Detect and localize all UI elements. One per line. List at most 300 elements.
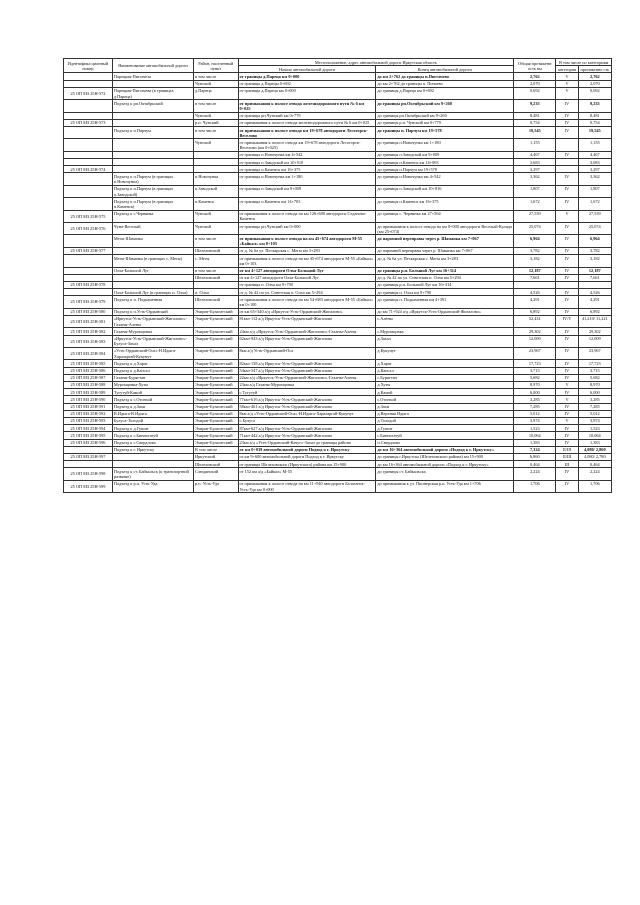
cell-id: 25 ОП МЗ 25Н-595: [64, 432, 113, 439]
table-row: [64, 223, 612, 235]
cell-end: д.Камой: [376, 389, 514, 396]
cell-id: 25 ОП МЗ 25Н-575: [64, 210, 113, 222]
cell-road-name: [112, 159, 193, 166]
cell-category: IV: [556, 274, 578, 281]
cell-end: с.Отонхой: [376, 396, 514, 403]
cell-end: п.Свердлово: [376, 439, 514, 446]
cell-category: II/III: [556, 446, 578, 453]
cell-end: до границы п.Заводской км 10+816: [376, 185, 514, 197]
cell-category: [556, 139, 578, 151]
table-row: [64, 446, 612, 453]
cell-category: IV: [556, 235, 578, 247]
cell-road-name: Подъезд к д.Захи: [112, 403, 193, 410]
cell-end: с.Муромцовка: [376, 328, 514, 335]
cell-category-length: 12,009: [578, 335, 611, 347]
cell-district: [194, 151, 238, 158]
cell-start: 71км+442 а/д Иркутск-Усть-Ордынский-Жигалово: [238, 432, 376, 439]
cell-length: 1,523: [514, 425, 556, 432]
cell-category-length: 0,464: [578, 461, 611, 468]
cell-end: д.Харат: [376, 360, 514, 367]
cell-start: 24км а/д «Иркутск-Усть-Ордынский-Жигалово»-Гаханы-Алены: [238, 328, 376, 335]
cell-start: 82км+138 а/д Иркутск-Усть-Ордынский-Жигалово: [238, 360, 376, 367]
cell-category: IV: [556, 267, 578, 274]
table-row: [64, 374, 612, 381]
cell-end: до границы п. Олха км 9+790: [376, 289, 514, 296]
cell-category-length: 0,754: [578, 119, 611, 126]
table-row: [64, 315, 612, 327]
cell-start: от границы п.Каменск км 14+703: [238, 198, 376, 210]
cell-road-name: [112, 274, 193, 281]
cell-length: 8,481: [514, 112, 556, 119]
cell-category: IV: [556, 328, 578, 335]
table-row: [64, 328, 612, 335]
cell-district: Эхирит-Булагатский: [194, 425, 238, 432]
cell-category-length: 23,967: [578, 347, 611, 359]
cell-category-length: 8,970: [578, 381, 611, 388]
cell-category-length: 5,012: [578, 410, 611, 417]
cell-category-length: 7,661: [578, 274, 611, 281]
cell-category-length: 3,297: [578, 166, 611, 173]
cell-category-length: 27,539: [578, 210, 611, 222]
cell-category: IV: [556, 100, 578, 112]
cell-start: 22км а/д «Иркутск-Усть-Ордынский-Жигалово»-Гаханы-Алены: [238, 374, 376, 381]
cell-district: Шелеховский: [194, 296, 238, 308]
cell-end: д.Хуты: [376, 381, 514, 388]
table-row: [64, 139, 612, 151]
cell-start: 58км+461 а/д Иркутск-Усть-Ордынский-Жигалово: [238, 403, 376, 410]
cell-road-name: Муромцовка-Хуты: [112, 381, 193, 388]
cell-end: до границы р.п. Большой Луг км 16+314: [376, 267, 514, 274]
cell-start: 54км+547 а/д Иркутск-Усть-Ордынский-Жигалово: [238, 367, 376, 374]
table-row: [64, 159, 612, 166]
cell-start: 8км а/д Усть-Ордынский-Оса: [238, 347, 376, 359]
cell-length: 7,324: [514, 446, 556, 453]
cell-start: от примыкания к полосе отвода на км 126+600 автодороги Седаново-Каменск: [238, 210, 376, 222]
cell-road-name: Тугутуй-Камой: [112, 389, 193, 396]
cell-district: р.п. Чунский: [194, 119, 238, 126]
cell-road-name: Подъезд к д.Капсал: [112, 367, 193, 374]
cell-end: до км 71+924 а/д «Иркутск-Усть-Ордынский-Жигалово»: [376, 308, 514, 315]
cell-category-length: 29,302: [578, 328, 611, 335]
header-end: Конец автомобильной дороги: [376, 66, 514, 73]
cell-district: Эхирит-Булагатский: [194, 439, 238, 446]
cell-end: до паромной переправы через р. Шаманка км 7+067: [376, 235, 514, 247]
table-row: [64, 480, 612, 492]
cell-end: до границы п.Каменск км 16+375: [376, 198, 514, 210]
cell-road-name: [112, 119, 193, 126]
cell-id: 25 ОП МЗ 25Н-598: [64, 468, 113, 480]
cell-district: в том числе: [194, 267, 238, 274]
table-row: [64, 417, 612, 424]
cell-start: от км 0+039 автомобильной дороги Подход к г. Иркутску: [238, 446, 376, 453]
cell-category: IV: [556, 247, 578, 254]
cell-road-name: [112, 139, 193, 151]
cell-id: 25 ОП МЗ 25Н-594: [64, 425, 113, 432]
cell-category: IV: [556, 198, 578, 210]
table-row: [64, 308, 612, 315]
cell-road-name: Мегы-Шаманка (в границах с. Мегы): [112, 255, 193, 267]
header-category: категория: [556, 66, 578, 73]
table-row: [64, 198, 612, 210]
cell-category: IV: [556, 439, 578, 446]
header-id: Идентифика ционный номер: [64, 59, 113, 73]
cell-category-length: 4,080/ 2,860: [578, 446, 611, 453]
cell-road-name: Булуса-Толодой: [112, 417, 193, 424]
cell-start: от границы д.Пареца км 0+000: [238, 73, 376, 80]
cell-district: Чунский: [194, 112, 238, 119]
cell-length: 1,155: [514, 139, 556, 151]
cell-length: 27,539: [514, 210, 556, 222]
cell-length: 6,964: [514, 235, 556, 247]
cell-category-length: 2,762: [578, 73, 611, 80]
cell-start: от примыкания к полосе отвода км 19+678 автодороги Лесогорск-Веселово: [238, 127, 376, 139]
cell-length: 7,661: [514, 274, 556, 281]
cell-end: до границы п. Парчум км 19+578: [376, 127, 514, 139]
cell-end: до км 2+762 до границы п. Пичаево: [376, 80, 514, 87]
cell-district: Эхирит-Булагатский: [194, 396, 238, 403]
cell-length: 3,362: [514, 173, 556, 185]
cell-id: 25 ОП МЗ 25Н-573: [64, 119, 113, 126]
cell-road-name: Подъезд к с.Червянка: [112, 210, 193, 222]
cell-end: до границы п.Новочунка км 1+180: [376, 139, 514, 151]
cell-road-name: Подъезд к п.Парчум: [112, 127, 193, 139]
cell-district: Шелеховский: [194, 247, 238, 254]
cell-district: п.Каменск: [194, 198, 238, 210]
table-row: [64, 296, 612, 308]
cell-length: 6,892: [514, 308, 556, 315]
cell-road-name: Подъезд к с.Бинногатуй: [112, 432, 193, 439]
cell-id: [64, 173, 113, 185]
cell-category: V: [556, 80, 578, 87]
cell-category: IV: [556, 151, 578, 158]
cell-road-name: В.Идыга-В.Идыга: [112, 410, 193, 417]
cell-length: 3,182: [514, 255, 556, 267]
cell-end: д.Верхняя Идыга: [376, 410, 514, 417]
cell-id: [64, 73, 113, 80]
table-row: [64, 127, 612, 139]
cell-start: от примыкания к полосе отвода на км 11+940 автодороги Балаганск-Усть-Уда км 0+000: [238, 480, 376, 492]
cell-start: 23км а/д «Усть-Ордынский-Качуг»-Захал до границы района: [238, 439, 376, 446]
cell-end: до границы п.Парчум км 19+578: [376, 166, 514, 173]
cell-category-length: 12,187: [578, 267, 611, 274]
cell-district: р.п. Усть-Уда: [194, 480, 238, 492]
table-row: [64, 267, 612, 274]
cell-district: в том числе: [194, 73, 238, 80]
cell-road-name: Подъезд к п. Подкаменная: [112, 296, 193, 308]
cell-end: с.Алены: [376, 315, 514, 327]
cell-length: 17,723: [514, 360, 556, 367]
cell-id: 25 ОП МЗ 25Н-586: [64, 367, 113, 374]
table-row: [64, 255, 612, 267]
cell-length: 29,302: [514, 328, 556, 335]
cell-road-name: [112, 461, 193, 468]
cell-id: 25 ОП МЗ 25Н-585: [64, 360, 113, 367]
cell-id: 25 ОП МЗ 25Н-579: [64, 296, 113, 308]
cell-category: IV: [556, 308, 578, 315]
cell-category-length: 6,964: [578, 235, 611, 247]
cell-start: 8км а/д «Усть-Ордынский-Оса»-Н.Идыга-Харазаргай-Кукунут: [238, 410, 376, 417]
table-row: [64, 432, 612, 439]
cell-end: до км 2+762 до границы п.Пиггачево: [376, 73, 514, 80]
cell-category-length: [578, 281, 611, 288]
cell-category: IV: [556, 360, 578, 367]
table-row: [64, 80, 612, 87]
cell-id: 25 ОП МЗ 25Н-590: [64, 396, 113, 403]
cell-category: V: [556, 417, 578, 424]
cell-id: [64, 185, 113, 197]
table-row: [64, 210, 612, 222]
cell-district: Эхирит-Булагатский: [194, 308, 238, 315]
cell-id: 25 ОП МЗ 25Н-591: [64, 403, 113, 410]
table-row: [64, 151, 612, 158]
cell-start: с.Тугутуй: [238, 389, 376, 396]
table-row: [64, 381, 612, 388]
cell-length: 0,754: [514, 119, 556, 126]
cell-district: в том числе: [194, 100, 238, 112]
cell-category: IV: [556, 432, 578, 439]
cell-road-name: [112, 281, 193, 288]
cell-category-length: 3,362: [578, 173, 611, 185]
cell-road-name: Подъезд к д.Гушит: [112, 425, 193, 432]
cell-id: [64, 274, 113, 281]
cell-length: 4,467: [514, 151, 556, 158]
cell-category-length: 4,080/ 2,780: [578, 453, 611, 460]
cell-id: 25 ОП МЗ 25Н-572: [64, 87, 113, 99]
cell-district: с. Мегы: [194, 255, 238, 267]
cell-length: 6,860: [514, 453, 556, 460]
cell-category-length: 3,683: [578, 159, 611, 166]
cell-category-length: 7,285: [578, 403, 611, 410]
cell-district: Эхирит-Булагатский: [194, 315, 238, 327]
cell-end: до примыкания к полосе отвода на км 0+000 автодороги Веселый-Кулида (км 25+074): [377, 223, 512, 234]
cell-road-name: [112, 80, 193, 87]
cell-length: 12,187: [514, 267, 556, 274]
table-row: [64, 335, 612, 347]
cell-end: до границы п.Каменск км 14+003: [376, 159, 514, 166]
cell-road-name: [112, 247, 193, 254]
header-category-group: В том числе по категориям: [556, 59, 612, 66]
cell-end: д.Кукунут: [376, 347, 514, 359]
cell-length: 5,012: [514, 410, 556, 417]
cell-length: 12,009: [514, 335, 556, 347]
cell-road-name: «Усть-Ордынский-Оса»-Н.Идыга-Харазаргай-Кукунут: [112, 347, 193, 359]
table-row: [64, 166, 612, 173]
cell-category-length: 6,892: [578, 308, 611, 315]
cell-category-length: 10,064: [578, 432, 611, 439]
cell-road-name: Олха-Большой Луг (в границах п. Олха): [112, 289, 193, 296]
table-row: [64, 73, 612, 80]
cell-category-length: 8,481: [578, 112, 611, 119]
cell-road-name: Подъезд к п.Парчум (в границах п.Заводской): [112, 185, 193, 197]
cell-end: до границы рп.Октябрьский км 9+260: [376, 100, 514, 112]
cell-start: от примыкания к полосе отвода на км 54+683 автодороги М-55 «Байкал» км 0+100: [238, 296, 376, 308]
cell-start: с.Булуса: [238, 417, 376, 424]
cell-id: 25 ОП МЗ 25Н-580: [64, 308, 113, 315]
cell-district: Иркутский: [194, 453, 238, 460]
cell-category-length: 1,672: [578, 198, 611, 210]
cell-id: [64, 289, 113, 296]
cell-category-length: 1,523: [578, 425, 611, 432]
table-row: [64, 360, 612, 367]
cell-start: 62км+943 а/д Иркутск-Усть-Ордынский-Жигалово: [238, 335, 376, 347]
cell-district: в том числе: [194, 127, 238, 139]
cell-category-length: 2,224: [578, 468, 611, 480]
cell-start: от д. № 6а ул. Пескарская с. Мегы км 3+283: [238, 247, 376, 254]
cell-length: 23,967: [514, 347, 556, 359]
cell-length: 3,974: [514, 417, 556, 424]
header-district: Район, населенный пункт: [194, 59, 238, 73]
cell-road-name: Подъезд к п.Парчум (в границах п.Новочунка): [112, 173, 193, 185]
cell-id: 25 ОП МЗ 25Н-597: [64, 453, 113, 460]
cell-district: Эхирит-Булагатский: [194, 367, 238, 374]
road-register-table: [63, 58, 612, 493]
cell-id: 25 ОП МЗ 25Н-578: [64, 281, 113, 288]
cell-category: [556, 281, 578, 288]
cell-district: [194, 159, 238, 166]
cell-id: 25 ОП МЗ 25Н-599: [64, 480, 113, 492]
cell-end: до примыкания к ул. Пионерская р.п. Усть-Уда км 1+706: [376, 480, 514, 492]
cell-road-name: «Иркутск-Усть-Ордынский-Жигалово»-Гаханы-Алены: [112, 315, 193, 327]
cell-district: Эхирит-Булагатский: [194, 410, 238, 417]
cell-start: от примыкания к полосе отвода на км 45+674 автодороги М-55 «Байкал» км 0+103: [238, 255, 376, 267]
cell-id: [64, 461, 113, 468]
table-row: [64, 185, 612, 197]
cell-road-name: [112, 453, 193, 460]
cell-id: [64, 112, 113, 119]
cell-category: IV: [556, 410, 578, 417]
cell-category-length: 41,210/ 11,221: [578, 315, 611, 327]
cell-end: до границы д.Пареца км 0+692: [376, 87, 514, 99]
cell-district: Эхирит-Булагатский: [194, 389, 238, 396]
cell-start: от примыкания к полосе отвода железнодорожного пути № 6 км 0+025: [238, 119, 376, 126]
cell-start: 87км+627 а/д Иркутск-Усть-Ордынский-Жигалово: [238, 425, 376, 432]
cell-start: от границы д.Парецы 0+692: [238, 80, 376, 87]
cell-start: от км 9+600 автомобильной дороги Подход к г. Иркутску: [238, 453, 376, 460]
cell-road-name: Подъезд к д.Харат: [112, 360, 193, 367]
cell-end: до паромной переправы через р. Шаманка км 7+067: [376, 247, 514, 254]
cell-category-length: 3,285: [578, 396, 611, 403]
cell-start: от примыкания к полосе отвода железнодорожного пути № 6 км 0+025: [238, 100, 376, 112]
cell-category: [556, 166, 578, 173]
cell-end: до км 16+364 автомобильной дороги «Подход к г. Иркутску»: [376, 446, 514, 453]
cell-district: Эхирит-Булагатский: [194, 360, 238, 367]
cell-end: д.Толодой: [376, 417, 514, 424]
cell-category: V: [556, 381, 578, 388]
header-location: Местоположение, адрес автомобильной дороги Иркутская область: [238, 59, 514, 66]
cell-start: 77км+616 а/д Иркутск-Усть-Ордынский-Жигалово: [238, 396, 376, 403]
cell-start: от границы п.Заводской км 9+009: [238, 185, 376, 197]
cell-length: 6,000: [514, 389, 556, 396]
cell-length: 8,970: [514, 381, 556, 388]
cell-district: В том числе: [194, 446, 238, 453]
cell-length: 3,715: [514, 367, 556, 374]
cell-category: IV: [556, 119, 578, 126]
cell-category: V: [556, 210, 578, 222]
cell-end: с.Бинногатуй: [376, 432, 514, 439]
cell-category: IV: [556, 403, 578, 410]
cell-district: в том числе: [194, 235, 238, 247]
cell-district: Шелеховский: [194, 461, 238, 468]
cell-id: 25 ОП МЗ 25Н-576: [64, 223, 113, 235]
cell-start: от 152 км а/д «Байкал» М-55: [238, 468, 376, 480]
cell-length: [514, 281, 556, 288]
table-body: [64, 73, 612, 493]
cell-category-length: 19,545: [578, 127, 611, 139]
cell-start: от границы п.Заводской км 10+510: [238, 159, 376, 166]
cell-length: 7,285: [514, 403, 556, 410]
cell-end: д.Захал: [376, 335, 514, 347]
cell-category: IV: [556, 347, 578, 359]
table-row: [64, 453, 612, 460]
cell-id: [64, 80, 113, 87]
cell-category-length: 1,706: [578, 480, 611, 492]
cell-end: до границы р.п. Чунский км 0+779: [376, 119, 514, 126]
cell-end: до д. № 6а ул. Пескарская с. Мегы км 3+283: [376, 255, 514, 267]
cell-category-length: 6,000: [578, 389, 611, 396]
cell-road-name: Подъезд к с.Свердлово: [112, 439, 193, 446]
cell-category-length: 4,467: [578, 151, 611, 158]
cell-category: IV: [556, 223, 578, 235]
cell-id: [64, 198, 113, 210]
cell-category: IV: [556, 296, 578, 308]
cell-road-name: «Иркутск-Усть-Ордынский-Жигалово»-Булуса-Захал: [112, 335, 193, 347]
cell-district: Чунский: [194, 223, 238, 235]
cell-length: 0,692: [514, 87, 556, 99]
cell-category: IV: [556, 468, 578, 480]
cell-category: [556, 159, 578, 166]
cell-start: от км 65+340 а/д «Иркутск-Усть-Ордынский-Жигалово»: [238, 308, 376, 315]
table-row: [64, 403, 612, 410]
cell-start: от границы Шелеховского (Иркутского) района км 15+900: [238, 461, 376, 468]
cell-road-name: Подъезд к п.Усть-Ордынский: [112, 308, 193, 315]
cell-id: [64, 100, 113, 112]
table-row: [64, 468, 612, 480]
cell-id: 25 ОП МЗ 25Н-587: [64, 374, 113, 381]
cell-start: от примыкания к полосе отвода на км 45+674 автодороги М-55 «Байкал» км 0+103: [238, 235, 376, 247]
cell-length: 4,526: [514, 289, 556, 296]
cell-start: от км 4+127 автодороги Олха-Большой Луг: [238, 274, 376, 281]
cell-district: д.Пареца: [194, 87, 238, 99]
cell-category: IV: [556, 425, 578, 432]
cell-id: [64, 159, 113, 166]
header-category-length: протяженно сть: [578, 66, 611, 73]
cell-district: Чунский: [194, 80, 238, 87]
cell-length: 3,285: [514, 396, 556, 403]
cell-category: V: [556, 396, 578, 403]
cell-end: д.Захи: [376, 403, 514, 410]
cell-id: 25 ОП МЗ 25Н-593: [64, 417, 113, 424]
table-row: [64, 119, 612, 126]
cell-district: Эхирит-Булагатский: [194, 381, 238, 388]
cell-end: до границы рп.Октябрьский км 9+260: [376, 112, 514, 119]
cell-start: от границы п.Каменск км 16+375: [238, 166, 376, 173]
cell-start: от д. № 42 по ул. Советская п. Олха км 5+294: [238, 289, 376, 296]
cell-start: от границы п.Новочунка км 1+180: [238, 173, 376, 185]
cell-category: IV: [556, 389, 578, 396]
cell-road-name: Мегы-Шаманка: [112, 235, 193, 247]
cell-category: IV: [556, 255, 578, 267]
cell-id: 25 ОП МЗ 25Н-589: [64, 389, 113, 396]
cell-id: [64, 255, 113, 267]
cell-road-name: Гаханы-Муромцовка: [112, 328, 193, 335]
cell-category: IV: [556, 480, 578, 492]
cell-category-length: 4,526: [578, 289, 611, 296]
cell-category: V: [556, 87, 578, 99]
cell-start: от границы рп.Чунский км 0+000: [238, 223, 376, 235]
cell-length: 3,297: [514, 166, 556, 173]
cell-category-length: 3,974: [578, 417, 611, 424]
cell-end: до д. № 42 по ул. Советская п. Олха км 5+294: [376, 274, 514, 281]
